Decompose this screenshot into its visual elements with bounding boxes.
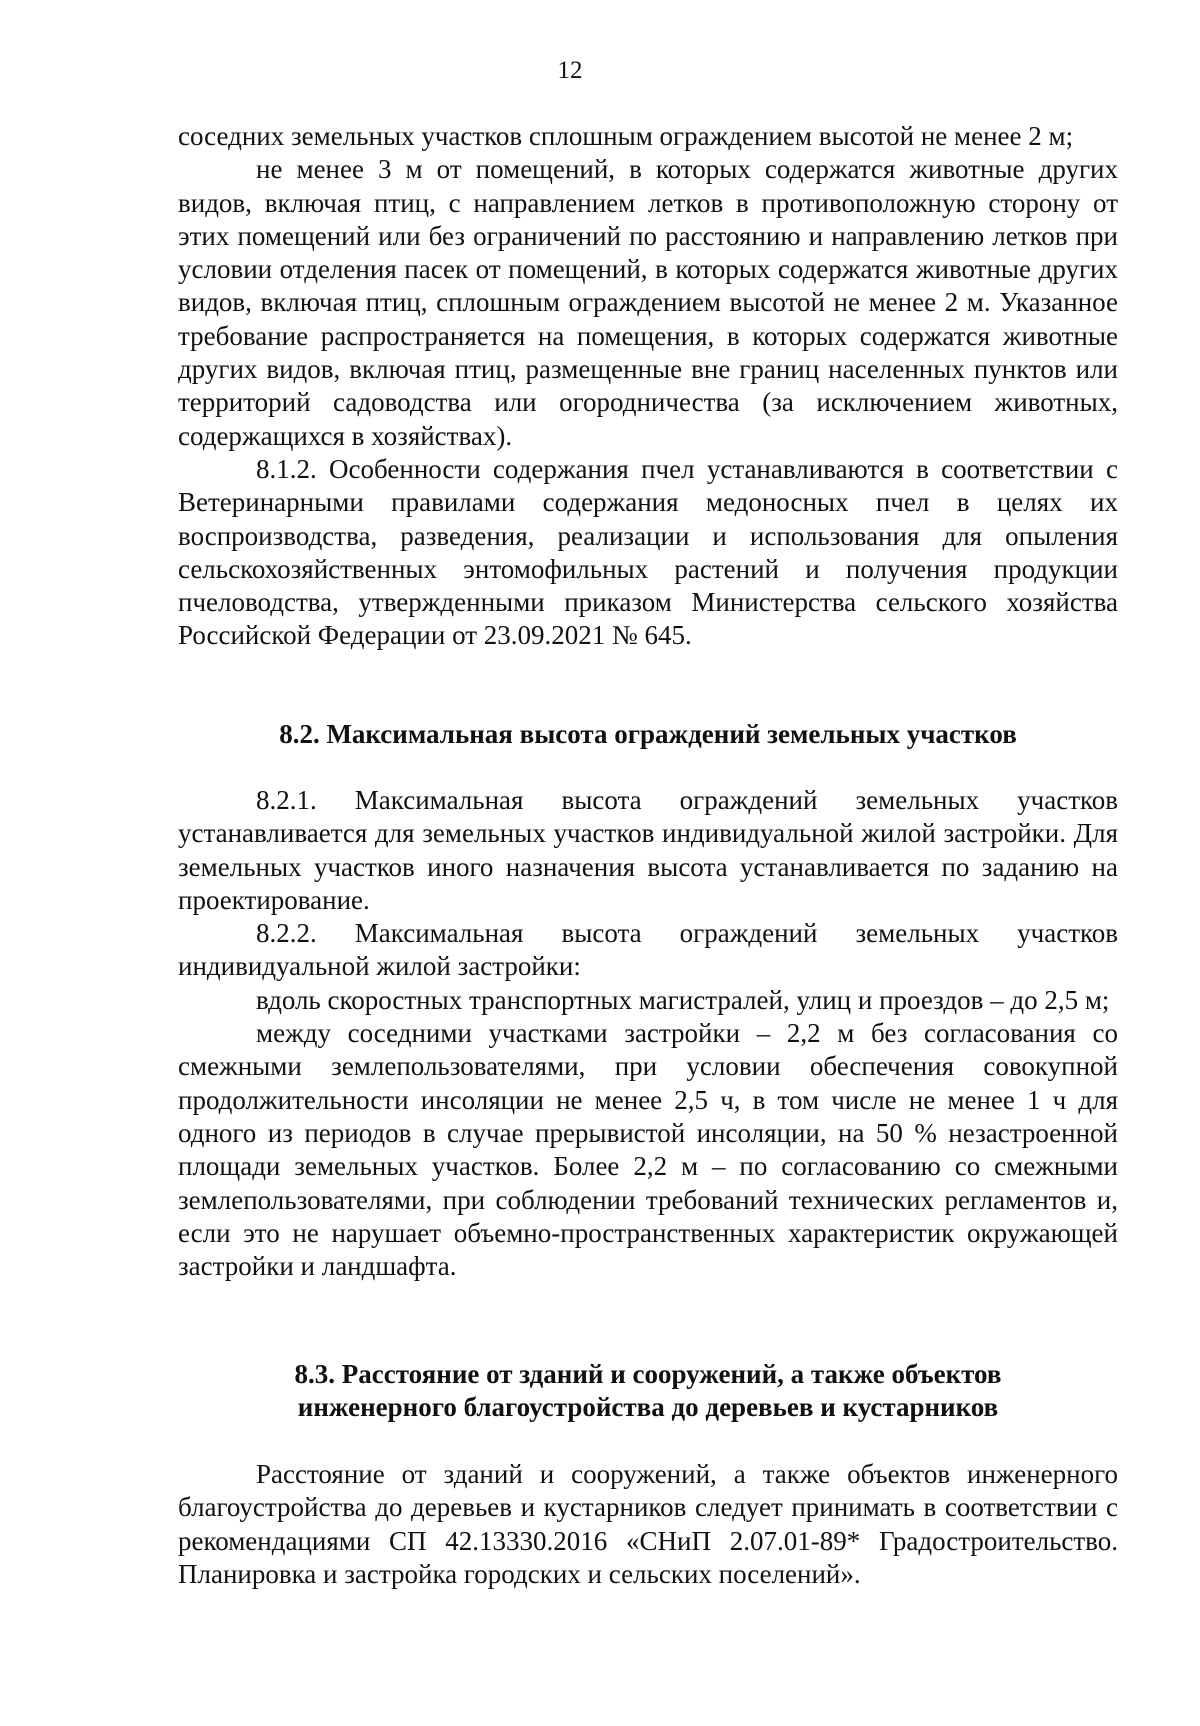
paragraph-8-1-2: 8.1.2. Особенности содержания пчел устанавливаются в соответствии с Ветеринарными правилами содержания медоносных пчел в целях их воспроизводства, разведения, реализации и использования для опыления сельскохозяйственных энтомофильных растений и получения продукции пчеловодства, утвержденными приказом Министерства сельского хозяйства Российской Федерации от 23.09.2021 № 645. xyxy=(178,453,1118,651)
section-heading-8-3-line-1: 8.3. Расстояние от зданий и сооружений, а также объектов xyxy=(294,1359,1002,1389)
text-block-8-1 xyxy=(178,120,1118,653)
section-heading-8-2: 8.2. Максимальная высота ограждений земельных участков xyxy=(279,719,1017,749)
paragraph-8-3: Расстояние от зданий и сооружений, а также объектов инженерного благоустройства до деревьев и кустарников следует принимать в соответствии с рекомендациями СП 42.13330.2016 «СНиП 2.07.01-89* Градостроительство. Планировка и застройка городских и сельских поселений». xyxy=(178,1459,1118,1589)
paragraph-8-2-2: 8.2.2. Максимальная высота ограждений земельных участков индивидуальной жилой застройки: xyxy=(178,918,1118,982)
section-heading-8-3 xyxy=(178,1358,1118,1424)
paragraph-between-plots: между соседними участками застройки – 2,2 м без согласования со смежными землепользователями, при условии обеспечения совокупной продолжительности инсоляции не менее 2,5 ч, в том числе не менее 1 ч для одного из периодов в случае прерывистой инсоляции, на 50 % незастроенной площади земельных участков. Более 2,2 м – по согласованию со смежными землепользователями, при соблюдении требований технических регламентов и, если это не нарушает объемно-пространственных характеристик окружающей застройки и ландшафта. xyxy=(178,1018,1118,1282)
page-number: 12 xyxy=(557,57,583,84)
text-block-8-3 xyxy=(178,1458,1118,1591)
text-block-8-2 xyxy=(178,784,1118,1283)
paragraph-distance-from-rooms: не менее 3 м от помещений, в которых содержатся животные других видов, включая птиц, с направлением летков в противоположную сторону от этих помещений или без ограничений по расстоянию и направлению летков при условии отделения пасек от помещений, в которых содержатся животные других видов, включая птиц, сплошным ограждением высотой не менее 2 м. Указанное требование распространяется на помещения, в которых содержатся животные других видов, включая птиц, размещенные вне границ населенных пунктов или территорий садоводства или огородничества (за исключением животных, содержащихся в хозяйствах). xyxy=(178,154,1118,451)
paragraph-8-2-1: 8.2.1. Максимальная высота ограждений земельных участков устанавливается для земельных участков индивидуальной жилой застройки. Для земельных участков иного назначения высота устанавливается по заданию на проектирование. xyxy=(178,785,1118,915)
section-heading-8-3-line-2: инженерного благоустройства до деревьев и кустарников xyxy=(297,1392,999,1422)
paragraph-fence-continuation: соседних земельных участков сплошным ограждением высотой не менее 2 м; xyxy=(178,121,1074,151)
paragraph-along-highways: вдоль скоростных транспортных магистралей, улиц и проездов – до 2,5 м; xyxy=(256,984,1110,1015)
